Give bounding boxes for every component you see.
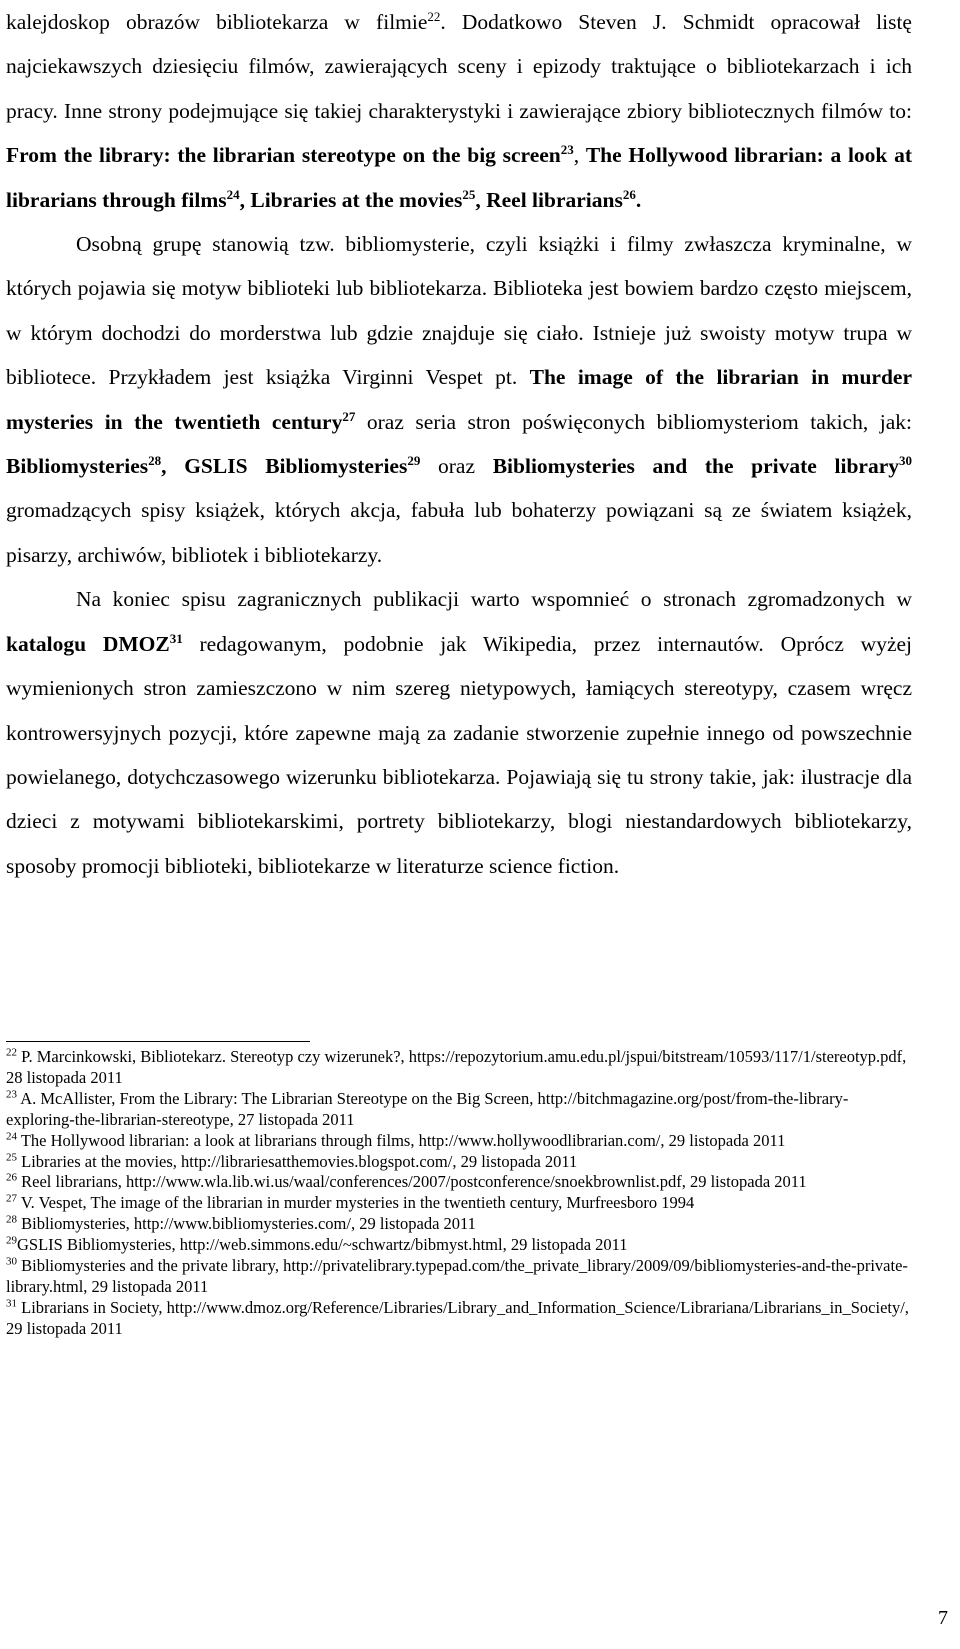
footnote-22 xyxy=(6,1047,912,1089)
bold-title: The image of the librarian in murder mysteries in the twentieth century xyxy=(6,365,912,434)
text-run: Osobną grupę stanowią tzw. bibliomysterie, czyli książki i filmy zwłaszcza kryminalne, w których pojawia się motyw biblioteki lub bibliotekarza. Biblioteka jest bowiem bardzo często miejscem, w którym dochodzi do morderstwa lub gdzie znajduje się ciało. Istnieje już swoisty motyw trupa w bibliotece. Przykładem jest książka Virginni Vespet pt. xyxy=(6,232,912,390)
text-run: oraz seria stron poświęconych bibliomysteriom takich, jak: xyxy=(355,409,912,434)
footnote-number: 31 xyxy=(6,1297,17,1310)
footnote-text[interactable]: Libraries at the movies, http://librariesatthemovies.blogspot.com/, 29 listopada 2011 xyxy=(21,1151,578,1171)
footnote-text[interactable]: Librarians in Society, http://www.dmoz.org/Reference/Libraries/Library_and_Information_Science/Librariana/Librarians_in_Society/, 29 listopada 2011 xyxy=(6,1297,909,1338)
footnote-24 xyxy=(6,1131,912,1152)
footnote-28 xyxy=(6,1214,912,1235)
footnote-23 xyxy=(6,1089,912,1131)
footnote-26 xyxy=(6,1172,912,1193)
bold-title: Bibliomysteries and the private library xyxy=(492,454,900,479)
text-run: Na koniec spisu zagranicznych publikacji warto wspomnieć o stronach zgromadzonych w xyxy=(76,587,912,612)
paragraph-1 xyxy=(6,0,912,222)
footnote-ref-23[interactable]: 23 xyxy=(560,142,574,158)
footnote-text[interactable]: The Hollywood librarian: a look at librarians through films, http://www.hollywoodlibrarian.com/, 29 listopada 2011 xyxy=(20,1130,786,1150)
body-text xyxy=(6,0,912,888)
paragraph-2 xyxy=(6,222,912,577)
text-run: oraz xyxy=(420,454,493,479)
bold-title: GSLIS Bibliomysteries xyxy=(184,454,408,479)
text-run: gromadzących spisy książek, których akcja, fabuła lub bohaterzy powiązani są ze światem książek, pisarzy, archiwów, bibliotek i bibliotekarzy. xyxy=(6,498,912,567)
text-run: redagowanym, podobnie jak Wikipedia, przez internautów. Oprócz wyżej wymienionych stron zamieszczono w nim szereg nietypowych, łamiących stereotypy, czasem wręcz kontrowersyjnych pozycji, które zapewne mają za zadanie stworzenie zupełnie innego od powszechnie powielanego, dotychczasowego wizerunku bibliotekarza. Pojawiają się tu strony takie, jak: ilustracje dla dzieci z motywami bibliotekarskimi, portrety bibliotekarzy, blogi niestandardowych bibliotekarzy, sposoby promocji biblioteki, bibliotekarze w literaturze science fiction. xyxy=(6,631,913,878)
footnote-text[interactable]: P. Marcinkowski, Bibliotekarz. Stereotyp czy wizerunek?, https://repozytorium.amu.edu.pl/jspui/bitstream/10593/117/1/stereotyp.pdf, 28 listopada 2011 xyxy=(6,1047,907,1087)
text-run: , xyxy=(475,187,487,212)
text-run: kalejdoskop obrazów bibliotekarza w filmie xyxy=(6,10,428,34)
footnote-number: 26 xyxy=(6,1171,17,1184)
footnote-number: 22 xyxy=(6,1046,17,1059)
footnote-number: 27 xyxy=(6,1192,17,1205)
text-run: , xyxy=(573,143,586,168)
footnote-number: 23 xyxy=(6,1088,17,1101)
bold-title: Bibliomysteries xyxy=(6,454,149,479)
footnote-separator xyxy=(6,1041,310,1042)
footnote-text[interactable]: A. McAllister, From the Library: The Librarian Stereotype on the Big Screen, http://bitchmagazine.org/post/from-the-library-exploring-the-librarian-stereotype, 27 listopada 2011 xyxy=(6,1088,849,1129)
footnote-text: V. Vespet, The image of the librarian in murder mysteries in the twentieth century, Murfreesboro 1994 xyxy=(20,1193,695,1213)
footnote-30 xyxy=(6,1256,912,1298)
footnote-ref-22[interactable]: 22 xyxy=(427,8,441,24)
footnote-ref-27[interactable]: 27 xyxy=(342,408,356,424)
footnote-number: 29 xyxy=(6,1234,17,1247)
footnote-number: 28 xyxy=(6,1213,17,1226)
bold-title: katalogu DMOZ xyxy=(6,631,170,656)
text-run: . xyxy=(635,187,642,212)
footnote-ref-31[interactable]: 31 xyxy=(169,630,183,646)
footnote-text[interactable]: Reel librarians, http://www.wla.lib.wi.us/waal/conferences/2007/postconference/snoekbrownlist.pdf, 29 listopada 2011 xyxy=(21,1172,807,1192)
footnote-number: 30 xyxy=(6,1255,17,1268)
text-run: , xyxy=(161,454,185,479)
footnote-ref-28[interactable]: 28 xyxy=(148,452,162,468)
footnotes xyxy=(6,1047,912,1340)
footnote-25 xyxy=(6,1152,912,1173)
bold-title: Reel librarians xyxy=(486,187,623,212)
text-run: , xyxy=(239,187,251,212)
page-number: 7 xyxy=(938,1607,948,1629)
bold-title: The Hollywood librarian: a look at librarians through films xyxy=(6,143,913,212)
footnote-27 xyxy=(6,1193,912,1214)
footnote-number: 25 xyxy=(6,1151,17,1164)
footnote-ref-24[interactable]: 24 xyxy=(226,186,240,202)
footnote-text[interactable]: Bibliomysteries, http://www.bibliomysteries.com/, 29 listopada 2011 xyxy=(21,1214,476,1234)
footnote-31 xyxy=(6,1298,912,1340)
footnote-number: 24 xyxy=(6,1130,17,1143)
bold-title: From the library: the librarian stereotype on the big screen xyxy=(6,143,561,168)
footnote-ref-29[interactable]: 29 xyxy=(407,452,421,468)
footnote-ref-25[interactable]: 25 xyxy=(462,186,476,202)
paragraph-3 xyxy=(6,577,912,888)
text-run: . Dodatkowo Steven J. Schmidt opracował listę najciekawszych dziesięciu filmów, zawierających sceny i epizody traktujące o bibliotekarzach i ich pracy. Inne strony podejmujące się takiej charakterystyki i zawierające zbiory bibliotecznych filmów to: xyxy=(6,10,912,123)
footnote-ref-30[interactable]: 30 xyxy=(899,452,913,468)
bold-title: Libraries at the movies xyxy=(250,187,463,212)
footnote-29 xyxy=(6,1235,912,1256)
footnote-text[interactable]: GSLIS Bibliomysteries, http://web.simmons.edu/~schwartz/bibmyst.html, 29 listopada 2011 xyxy=(17,1235,628,1255)
footnote-ref-26[interactable]: 26 xyxy=(622,186,636,202)
footnote-text[interactable]: Bibliomysteries and the private library, http://privatelibrary.typepad.com/the_private_library/2009/09/bibliomysteries-and-the-private-library.html, 29 listopada 2011 xyxy=(6,1256,908,1296)
